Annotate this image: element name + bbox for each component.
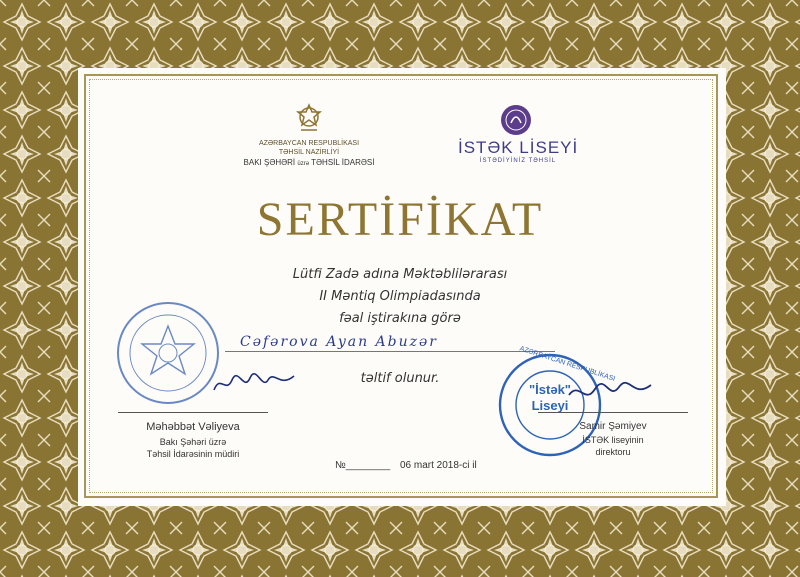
ministry-line-1: AZƏRBAYCAN RESPUBLİKASI (258, 140, 360, 147)
left-signature-line (118, 412, 268, 413)
ministry-city: BAKI ŞƏHƏRİ (243, 158, 296, 167)
ministry-dept: TƏHSİL İDARƏSİ (311, 158, 375, 167)
right-signature (565, 375, 655, 415)
ministry-uzre: üzrə (297, 161, 310, 167)
certificate-line-2: II Məntiq Olimpiadasında (319, 289, 481, 304)
certificate-title: SERTİFİKAT (256, 193, 544, 246)
certificate-number: №________ (335, 460, 391, 471)
stamp-text-1: "İstək" (529, 382, 571, 397)
left-signatory-title-2: Təhsil İdarəsinin müdiri (146, 449, 240, 459)
certificate-line-4: təltif olunur. (360, 371, 440, 386)
certificate-line-1: Lütfi Zadə adına Məktəblilərarası (292, 267, 508, 282)
ministry-emblem-icon (295, 103, 323, 135)
stamp-text-2: Liseyi (531, 398, 569, 413)
ministry-seal-stamp (113, 298, 223, 408)
school-tagline: İSTƏDİYİNİZ TƏHSİL (479, 158, 557, 164)
left-signatory-name: Məhəbbət Vəliyeva (146, 421, 240, 433)
ministry-line-3 (228, 158, 390, 167)
recipient-name-handwritten: Cəfərova Ayan Abuzər (240, 334, 438, 350)
right-signature-line (538, 412, 688, 413)
left-signatory-title-1: Bakı Şəhəri üzrə (159, 437, 227, 447)
school-name: İSTƏK LİSEYİ (458, 138, 579, 157)
certificate-line-3: fəal iştirakına görə (339, 311, 461, 326)
right-signatory-title-2: direktoru (595, 447, 631, 457)
right-signatory-name: Samir Şəmiyev (579, 421, 647, 432)
left-signature (210, 368, 300, 398)
certificate-date: 06 mart 2018-ci il (400, 460, 477, 471)
right-signatory-title-1: İSTƏK liseyinin (582, 435, 644, 445)
ministry-line-2: TƏHSİL NAZİRLİYİ (278, 149, 340, 156)
stamp-ring-text: AZƏRBAYCAN RESPUBLİKASI (518, 345, 616, 383)
istek-logo-icon (498, 103, 534, 137)
